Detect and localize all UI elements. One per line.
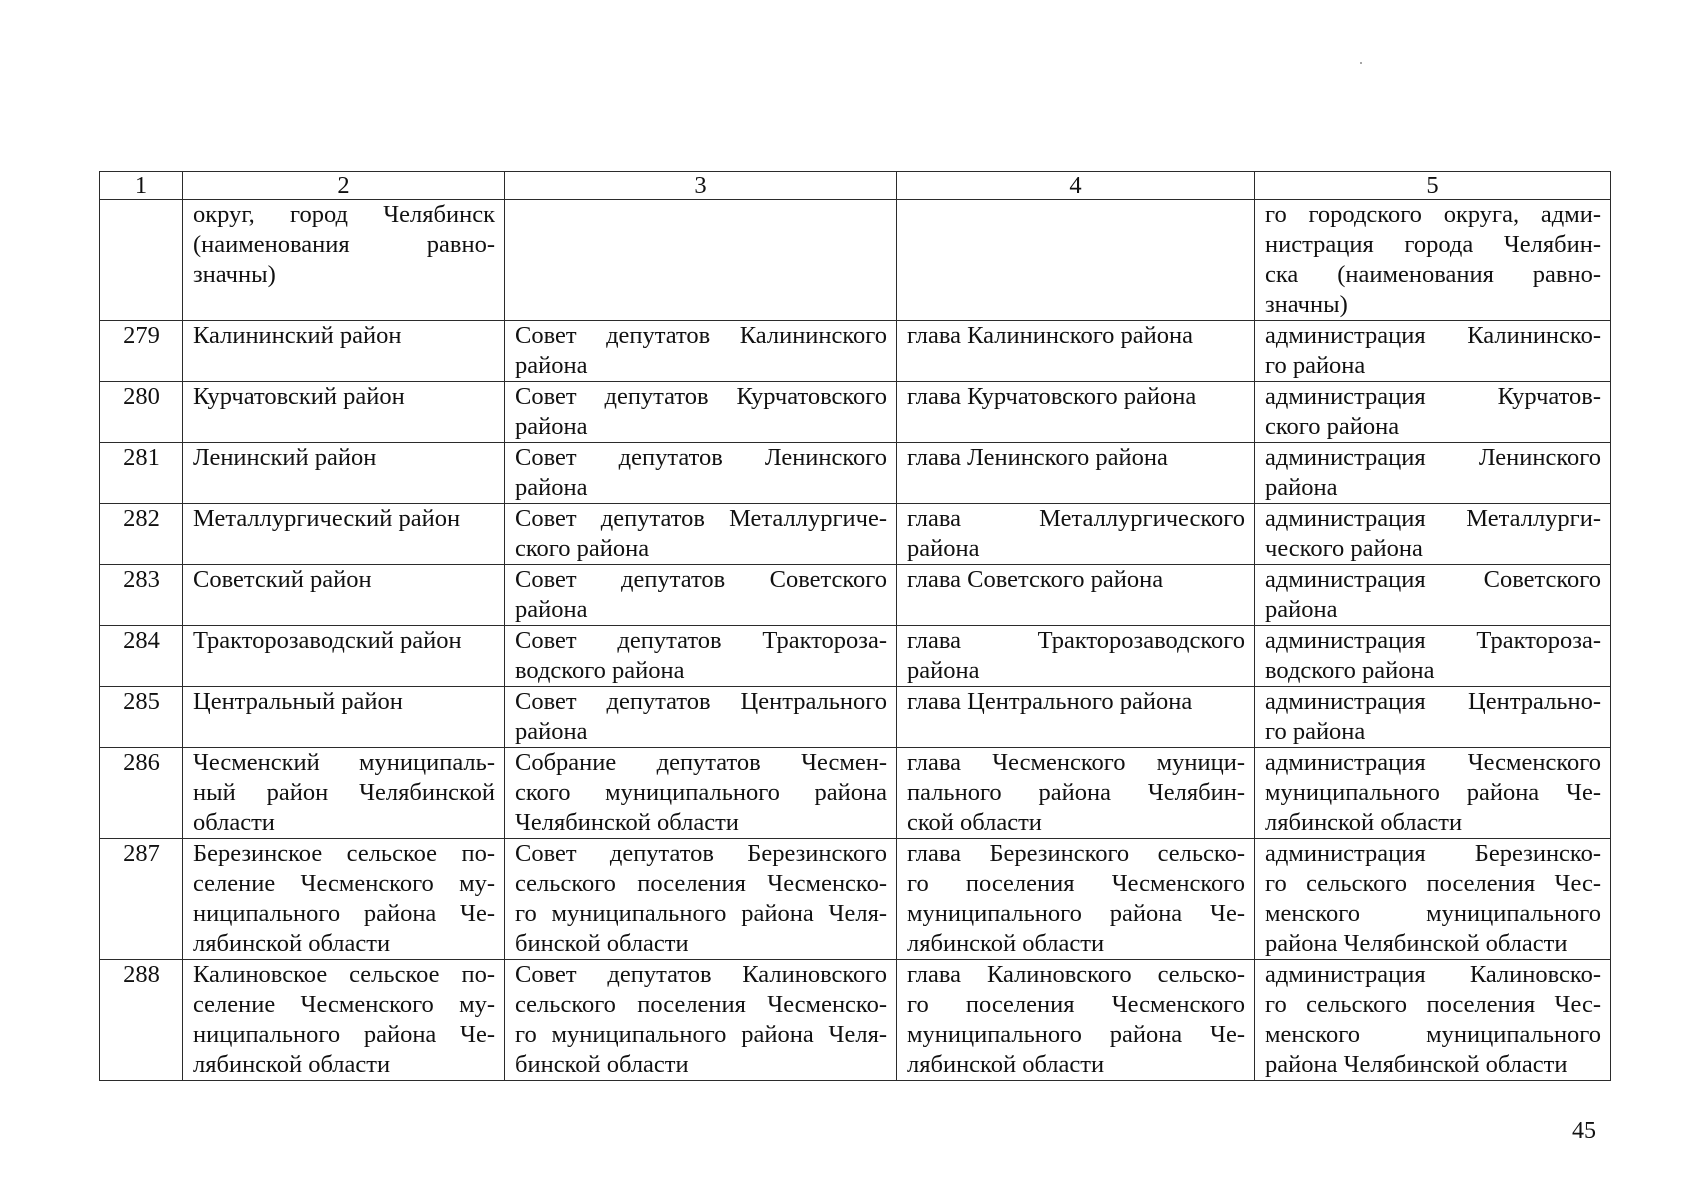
administration-cell <box>1255 960 1611 1081</box>
cell-text-line: ского района <box>1265 413 1400 440</box>
cell-text-line: Челябинской области <box>515 809 739 836</box>
representative-body-cell <box>505 443 897 504</box>
cell-text-line: менского муниципального <box>1265 900 1601 927</box>
column-number-3: 3 <box>505 172 897 200</box>
table-header <box>100 172 1611 200</box>
municipality-name-cell <box>183 687 505 748</box>
cell-text-line: Советский район <box>193 566 372 593</box>
cell-text-line: района Челябинской области <box>1265 1051 1568 1078</box>
municipality-name-cell <box>183 960 505 1081</box>
cell-text-line: глава Березинского сельско- <box>907 840 1245 867</box>
row-number-cell: 280 <box>100 382 183 443</box>
representative-body-cell <box>505 687 897 748</box>
head-cell <box>897 382 1255 443</box>
scan-dot-mark <box>1360 62 1362 64</box>
cell-text-line: района Челябинской области <box>1265 930 1568 957</box>
municipality-name-cell <box>183 382 505 443</box>
cell-text-line: го района <box>1265 352 1366 379</box>
cell-text-line: глава Калининского района <box>907 322 1193 349</box>
administration-cell <box>1255 748 1611 839</box>
cell-text-line: глава Советского района <box>907 566 1164 593</box>
head-cell <box>897 565 1255 626</box>
table-row <box>100 321 1611 382</box>
cell-text-line: Совет депутатов Ленинского <box>515 444 887 471</box>
cell-text-line: глава Ленинского района <box>907 444 1168 471</box>
cell-text-line: менского муниципального <box>1265 1021 1601 1048</box>
cell-text-line: Совет депутатов Тракторoза- <box>515 627 887 654</box>
row-number-cell: 282 <box>100 504 183 565</box>
cell-text-line: района <box>515 413 588 440</box>
cell-text-line: го сельского поселения Чес- <box>1265 870 1601 897</box>
column-number-5: 5 <box>1255 172 1611 200</box>
cell-text-line: пального района Челябин- <box>907 779 1245 806</box>
column-number-1: 1 <box>100 172 183 200</box>
row-number-cell: 284 <box>100 626 183 687</box>
cell-text-line: сельского поселения Чесменско- <box>515 870 887 897</box>
representative-body-cell <box>505 748 897 839</box>
cell-text-line: района <box>515 596 588 623</box>
cell-text-line: го муниципального района Челя- <box>515 900 887 927</box>
cell-text-line: администрация Калининско- <box>1265 322 1601 349</box>
cell-text-line: администрация Ленинского <box>1265 444 1601 471</box>
representative-body-cell <box>505 565 897 626</box>
cell-text-line: Чесменский муниципаль- <box>193 749 495 776</box>
row-number-cell: 286 <box>100 748 183 839</box>
cell-text-line: значны) <box>1265 291 1348 318</box>
cell-text-line: селение Чесменского му- <box>193 991 495 1018</box>
cell-text-line: ска (наименования равно- <box>1265 261 1601 288</box>
cell-text-line: водского района <box>1265 657 1435 684</box>
table-row <box>100 839 1611 960</box>
municipality-name-cell <box>183 565 505 626</box>
cell-text-line: водского района <box>515 657 685 684</box>
administration-cell <box>1255 443 1611 504</box>
cell-text-line: глава Чесменского муници- <box>907 749 1245 776</box>
cell-text-line: Калиновское сельское по- <box>193 961 495 988</box>
cell-text-line: го поселения Чесменского <box>907 870 1245 897</box>
cell-text-line: Совет депутатов Курчатовского <box>515 383 887 410</box>
cell-text-line: Собрание депутатов Чесмен- <box>515 749 887 776</box>
administration-cell <box>1255 504 1611 565</box>
cell-text-line: Металлургический район <box>193 505 461 532</box>
cell-text-line: района <box>1265 474 1338 501</box>
table-row <box>100 443 1611 504</box>
administration-cell <box>1255 565 1611 626</box>
administration-cell <box>1255 382 1611 443</box>
cell-text-line: ческого района <box>1265 535 1423 562</box>
table-row <box>100 960 1611 1081</box>
cell-text-line: Тракторозаводский район <box>193 627 462 654</box>
municipality-name-cell <box>183 626 505 687</box>
representative-body-cell <box>505 960 897 1081</box>
head-cell <box>897 960 1255 1081</box>
table-row <box>100 687 1611 748</box>
cell-text-line: значны) <box>193 261 276 288</box>
cell-text-line: Курчатовский район <box>193 383 405 410</box>
cell-text-line: ской области <box>907 809 1042 836</box>
cell-text-line: Совет депутатов Металлургиче- <box>515 505 887 532</box>
municipality-name-cell <box>183 200 505 321</box>
municipality-name-cell <box>183 443 505 504</box>
cell-text-line: глава Металлургического <box>907 505 1245 532</box>
administration-cell <box>1255 839 1611 960</box>
row-number-cell <box>100 200 183 321</box>
cell-text-line: администрация Тракторoза- <box>1265 627 1601 654</box>
cell-text-line: округ, город Челябинск <box>193 201 495 228</box>
head-cell <box>897 443 1255 504</box>
cell-text-line: ный район Челябинской <box>193 779 495 806</box>
table-row <box>100 200 1611 321</box>
cell-text-line: глава Тракторозаводского <box>907 627 1245 654</box>
cell-text-line: администрация Советского <box>1265 566 1601 593</box>
cell-text-line: глава Калиновского сельско- <box>907 961 1245 988</box>
column-number-2: 2 <box>183 172 505 200</box>
cell-text-line: администрация Березинско- <box>1265 840 1601 867</box>
cell-text-line: лябинской области <box>907 1051 1105 1078</box>
cell-text-line: Калининский район <box>193 322 402 349</box>
head-cell <box>897 200 1255 321</box>
municipality-name-cell <box>183 839 505 960</box>
administration-cell <box>1255 687 1611 748</box>
representative-body-cell <box>505 382 897 443</box>
cell-text-line: администрация Центрально- <box>1265 688 1601 715</box>
cell-text-line: Ленинский район <box>193 444 377 471</box>
representative-body-cell <box>505 839 897 960</box>
cell-text-line: Совет депутатов Березинского <box>515 840 887 867</box>
column-number-4: 4 <box>897 172 1255 200</box>
cell-text-line: области <box>193 809 275 836</box>
head-cell <box>897 687 1255 748</box>
cell-text-line: Березинское сельское по- <box>193 840 495 867</box>
cell-text-line: муниципального района Че- <box>1265 779 1601 806</box>
cell-text-line: администрация Курчатов- <box>1265 383 1601 410</box>
cell-text-line: Совет депутатов Калиновского <box>515 961 887 988</box>
cell-text-line: района <box>1265 596 1338 623</box>
cell-text-line: администрация Калиновско- <box>1265 961 1601 988</box>
table-row <box>100 504 1611 565</box>
cell-text-line: го района <box>1265 718 1366 745</box>
cell-text-line: глава Курчатовского района <box>907 383 1197 410</box>
cell-text-line: ниципального района Че- <box>193 1021 495 1048</box>
cell-text-line: Совет депутатов Калининского <box>515 322 887 349</box>
table-row <box>100 565 1611 626</box>
administration-cell <box>1255 200 1611 321</box>
cell-text-line: го городского округа, адми- <box>1265 201 1601 228</box>
municipal-bodies-table <box>99 171 1611 1081</box>
cell-text-line: сельского поселения Чесменско- <box>515 991 887 1018</box>
cell-text-line: муниципального района Че- <box>907 1021 1245 1048</box>
administration-cell <box>1255 626 1611 687</box>
cell-text-line: Совет депутатов Центрального <box>515 688 887 715</box>
cell-text-line: Совет депутатов Советского <box>515 566 887 593</box>
row-number-cell: 287 <box>100 839 183 960</box>
cell-text-line: ского муниципального района <box>515 779 887 806</box>
row-number-cell: 285 <box>100 687 183 748</box>
cell-text-line: ского района <box>515 535 650 562</box>
table-row <box>100 382 1611 443</box>
cell-text-line: района <box>907 535 980 562</box>
cell-text-line: бинской области <box>515 1051 689 1078</box>
cell-text-line: нистрация города Челябин- <box>1265 231 1601 258</box>
cell-text-line: бинской области <box>515 930 689 957</box>
cell-text-line: района <box>907 657 980 684</box>
cell-text-line: го муниципального района Челя- <box>515 1021 887 1048</box>
cell-text-line: го сельского поселения Чес- <box>1265 991 1601 1018</box>
cell-text-line: района <box>515 474 588 501</box>
head-cell <box>897 504 1255 565</box>
head-cell <box>897 626 1255 687</box>
row-number-cell: 288 <box>100 960 183 1081</box>
cell-text-line: лябинской области <box>907 930 1105 957</box>
header-row <box>100 172 1611 200</box>
table-row <box>100 626 1611 687</box>
table-body <box>100 200 1611 1081</box>
municipality-name-cell <box>183 504 505 565</box>
cell-text-line: (наименования равно- <box>193 231 495 258</box>
cell-text-line: района <box>515 718 588 745</box>
representative-body-cell <box>505 504 897 565</box>
head-cell <box>897 839 1255 960</box>
cell-text-line: администрация Чесменского <box>1265 749 1601 776</box>
municipality-name-cell <box>183 321 505 382</box>
row-number-cell: 281 <box>100 443 183 504</box>
row-number-cell: 279 <box>100 321 183 382</box>
cell-text-line: лябинской области <box>193 930 391 957</box>
cell-text-line: Центральный район <box>193 688 403 715</box>
head-cell <box>897 321 1255 382</box>
cell-text-line: района <box>515 352 588 379</box>
cell-text-line: селение Чесменского му- <box>193 870 495 897</box>
head-cell <box>897 748 1255 839</box>
representative-body-cell <box>505 626 897 687</box>
representative-body-cell <box>505 321 897 382</box>
cell-text-line: лябинской области <box>193 1051 391 1078</box>
cell-text-line: глава Центрального района <box>907 688 1193 715</box>
representative-body-cell <box>505 200 897 321</box>
cell-text-line: ниципального района Че- <box>193 900 495 927</box>
cell-text-line: муниципального района Че- <box>907 900 1245 927</box>
cell-text-line: го поселения Чесменского <box>907 991 1245 1018</box>
municipality-name-cell <box>183 748 505 839</box>
administration-cell <box>1255 321 1611 382</box>
table-row <box>100 748 1611 839</box>
cell-text-line: лябинской области <box>1265 809 1463 836</box>
page-number: 45 <box>1572 1118 1596 1144</box>
cell-text-line: администрация Металлурги- <box>1265 505 1601 532</box>
row-number-cell: 283 <box>100 565 183 626</box>
